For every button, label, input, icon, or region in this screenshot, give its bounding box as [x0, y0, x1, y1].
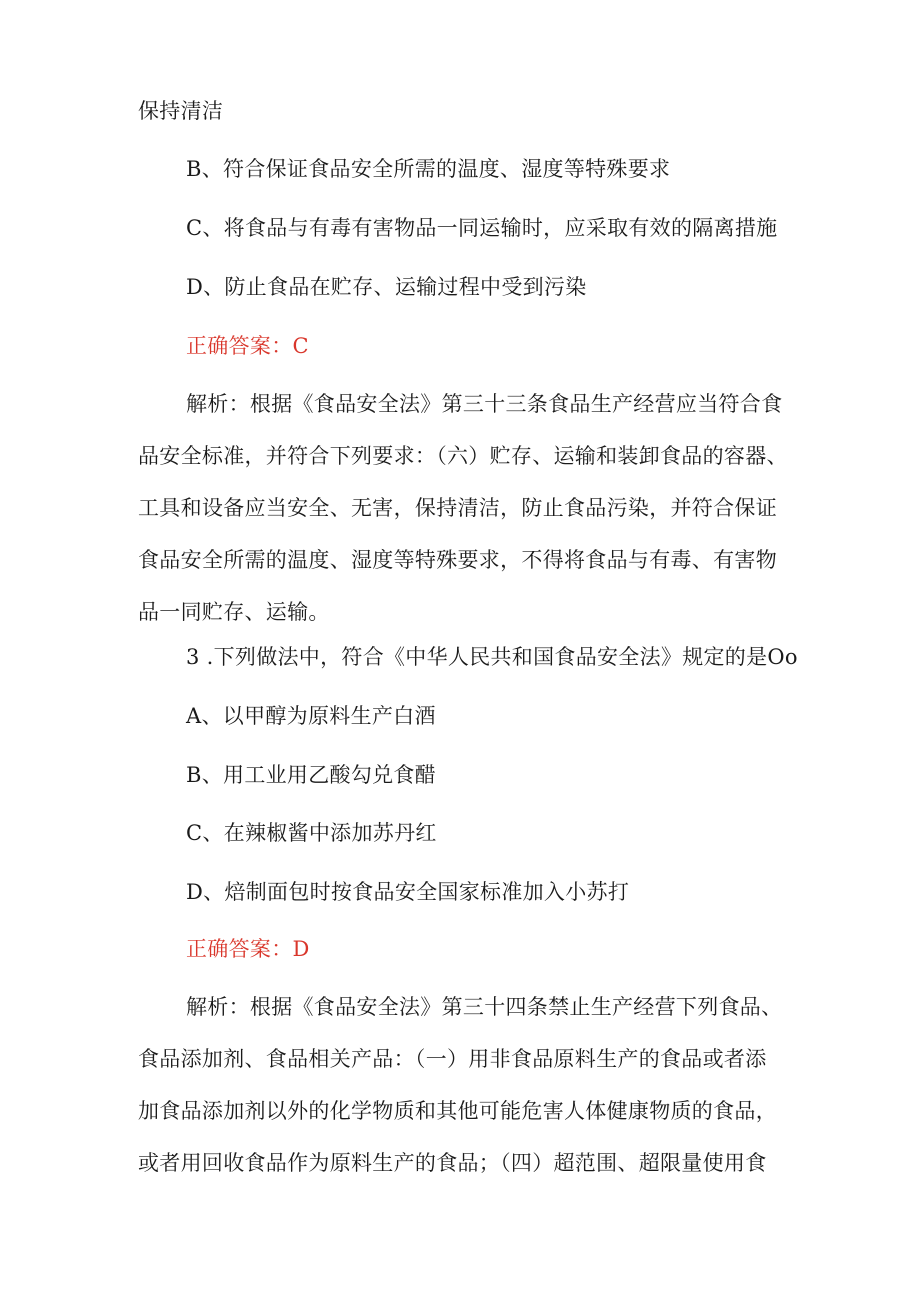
q2-analysis-line: 工具和设备应当安全、无害，保持清洁，防止食品污染，并符合保证	[138, 496, 777, 520]
q2-analysis-line: 品安全标准，并符合下列要求：（六）贮存、运输和装卸食品的容器、	[138, 444, 788, 468]
q3-analysis	[138, 992, 798, 1200]
q3-analysis-line: 或者用回收食品作为原料生产的食品；（四）超范围、超限量使用食	[138, 1151, 767, 1175]
q3-analysis-line: 解析：根据《食品安全法》第三十四条禁止生产经营下列食品、	[186, 995, 783, 1019]
q3-question: 3 .下列做法中，符合《中华人民共和国食品安全法》规定的是Oo	[186, 645, 798, 669]
q3-option-b: B、用工业用乙酸勾兑食醋	[186, 763, 437, 787]
q2-option-b: B、符合保证食品安全所需的温度、湿度等特殊要求	[186, 157, 671, 181]
q3-analysis-line: 加食品添加剂以外的化学物质和其他可能危害人体健康物质的食品，	[138, 1099, 777, 1123]
q3-analysis-line: 食品添加剂、食品相关产品：（一）用非食品原料生产的食品或者添	[138, 1047, 767, 1071]
q2-analysis-line: 食品安全所需的温度、湿度等特殊要求，不得将食品与有毒、有害物	[138, 548, 777, 572]
q3-option-a: A、以甲醇为原料生产白酒	[186, 704, 436, 728]
q2-option-a-continuation: 保持清洁	[138, 99, 224, 123]
q3-option-c: C、在辣椒酱中添加苏丹红	[186, 821, 437, 845]
q2-analysis-line: 解析：根据《食品安全法》第三十三条食品生产经营应当符合食	[186, 392, 783, 416]
q2-analysis-line: 品一同贮存、运输。	[138, 600, 330, 624]
q2-option-d: D、防止食品在贮存、运输过程中受到污染	[186, 275, 587, 299]
q3-correct-answer: 正确答案：D	[186, 937, 310, 961]
q2-option-c: C、将食品与有毒有害物品一同运输时，应采取有效的隔离措施	[186, 216, 778, 240]
q2-analysis	[138, 389, 798, 649]
q2-correct-answer: 正确答案：C	[186, 334, 309, 358]
q3-option-d: D、焙制面包时按食品安全国家标准加入小苏打	[186, 880, 630, 904]
